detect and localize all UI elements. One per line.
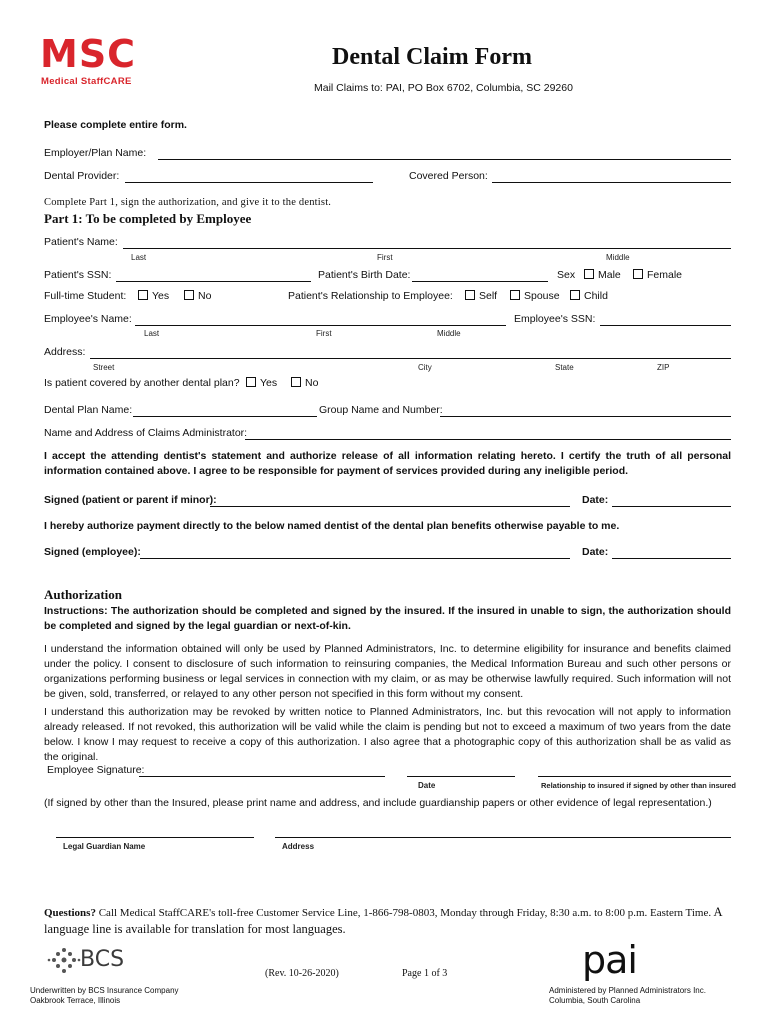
- covered-person-field[interactable]: [492, 182, 731, 183]
- relationship-label: Patient's Relationship to Employee:: [288, 290, 453, 302]
- employee-name-field[interactable]: [135, 325, 506, 326]
- male-label: Male: [598, 269, 621, 281]
- employee-signature-field[interactable]: [139, 776, 385, 777]
- guardianship-note: (If signed by other than the Insured, please print name and address, and include guardianship papers or other evidence of legal representation.): [44, 797, 712, 809]
- self-checkbox[interactable]: [465, 290, 475, 300]
- language-text: A language line is available for translation for most languages.: [44, 905, 722, 936]
- pai-logo: pai: [582, 938, 637, 982]
- guardian-address-sublabel: Address: [282, 842, 315, 851]
- guardian-name-sublabel: Legal Guardian Name: [63, 842, 146, 851]
- birth-date-field[interactable]: [412, 281, 548, 282]
- guardian-name-field[interactable]: [56, 837, 254, 838]
- msc-logo: MSC: [40, 32, 137, 76]
- birth-date-label: Patient's Birth Date:: [318, 269, 411, 281]
- fulltime-student-label: Full-time Student:: [44, 290, 127, 302]
- patient-ssn-field[interactable]: [116, 281, 311, 282]
- address-field[interactable]: [90, 358, 731, 359]
- other-coverage-yes-checkbox[interactable]: [246, 377, 256, 387]
- claims-admin-label: Name and Address of Claims Administrator:: [44, 427, 248, 439]
- date-label-1: Date:: [582, 494, 609, 506]
- other-coverage-no-checkbox[interactable]: [291, 377, 301, 387]
- plan-name-label: Dental Plan Name:: [44, 404, 133, 416]
- street-sublabel: Street: [93, 363, 115, 372]
- revision-date: (Rev. 10-26-2020): [265, 968, 339, 979]
- patient-name-field[interactable]: [123, 248, 731, 249]
- dental-provider-label: Dental Provider:: [44, 170, 120, 182]
- other-coverage-label: Is patient covered by another dental plan?: [44, 377, 240, 389]
- authorization-paragraph-2: I understand this authorization may be revoked by written notice to Planned Administrators, Inc. but this revocation will not apply to information already released. If not revoked, this authorization will be valid while the claim is pending but not to exceed a maximum of two years from the date below. I know I may request to receive a copy of this authorization. I also agree that a photographic copy of this authorization shall be as valid as the original.: [44, 706, 731, 763]
- authorization-heading: Authorization: [44, 587, 122, 602]
- fulltime-yes-label: Yes: [152, 290, 170, 302]
- relationship-sublabel: Relationship to insured if signed by other than insured: [541, 781, 737, 790]
- acceptance-statement: I accept the attending dentist's statement and authorize release of all information relating hereto. I certify the truth of all personal information contained above. I agree to be responsible for payment of services provided during any ineligible period.: [44, 450, 731, 477]
- date-label-2: Date:: [582, 546, 609, 558]
- authorization-paragraph-1: I understand the information obtained will only be used by Planned Administrators, Inc. to determine eligibility for insurance and benefits claimed under the policy. I consent to disclosure of such information to reinsuring companies, the Medical Information Bureau and such other persons or organizations performing business or legal services in connection with my claim, or as may be otherwise lawfully required. Such information will not be given, sold, transferred, or relayed to any other person not specified in this form without my consent.: [44, 643, 731, 700]
- fulltime-no-label: No: [198, 290, 212, 302]
- female-checkbox[interactable]: [633, 269, 643, 279]
- self-label: Self: [479, 290, 498, 302]
- relationship-to-insured-field[interactable]: [538, 776, 731, 777]
- covered-person-label: Covered Person:: [409, 170, 488, 182]
- fulltime-yes-checkbox[interactable]: [138, 290, 148, 300]
- date-field-1[interactable]: [612, 506, 731, 507]
- patient-name-label: Patient's Name:: [44, 236, 118, 248]
- patient-last-sublabel: Last: [131, 253, 147, 262]
- mail-to-address: Mail Claims to: PAI, PO Box 6702, Columbia, SC 29260: [314, 82, 573, 94]
- sex-label: Sex: [557, 269, 576, 281]
- underwritten-line-2: Oakbrook Terrace, Illinois: [30, 996, 121, 1005]
- group-label: Group Name and Number:: [319, 404, 443, 416]
- employee-name-label: Employee's Name:: [44, 313, 132, 325]
- complete-form-note: Please complete entire form.: [44, 119, 187, 131]
- address-label: Address:: [44, 346, 86, 358]
- page-title: Dental Claim Form: [332, 44, 532, 70]
- fulltime-no-checkbox[interactable]: [184, 290, 194, 300]
- questions-text: Call Medical StaffCARE's toll-free Customer Service Line, 1-866-798-0803, Monday through Friday, 8:30 a.m. to 8:00 p.m. Eastern Time.: [95, 907, 712, 919]
- bcs-logo-text: BCS: [80, 947, 125, 972]
- questions-bold: Questions?: [44, 907, 96, 919]
- dental-provider-field[interactable]: [125, 182, 373, 183]
- male-checkbox[interactable]: [584, 269, 594, 279]
- date-field-2[interactable]: [612, 558, 731, 559]
- authorization-instructions: Instructions: The authorization should be completed and signed by the insured. If the insured in unable to sign, the authorization should be completed and signed by the legal guardian or next-of-kin.: [44, 605, 731, 632]
- signed-patient-label: Signed (patient or parent if minor):: [44, 494, 217, 506]
- patient-first-sublabel: First: [377, 253, 393, 262]
- plan-name-field[interactable]: [133, 416, 317, 417]
- bcs-logo-mark: [44, 946, 84, 976]
- child-label: Child: [584, 290, 608, 302]
- administered-line-1: Administered by Planned Administrators Inc.: [549, 986, 706, 995]
- state-sublabel: State: [555, 363, 574, 372]
- claims-admin-field[interactable]: [245, 439, 731, 440]
- city-sublabel: City: [418, 363, 432, 372]
- employee-middle-sublabel: Middle: [437, 329, 461, 338]
- other-coverage-yes-label: Yes: [260, 377, 278, 389]
- employee-ssn-label: Employee's SSN:: [514, 313, 596, 325]
- page-number: Page 1 of 3: [402, 968, 448, 979]
- signed-employee-field[interactable]: [140, 558, 570, 559]
- patient-middle-sublabel: Middle: [606, 253, 630, 262]
- other-coverage-no-label: No: [305, 377, 319, 389]
- signed-employee-label: Signed (employee):: [44, 546, 141, 558]
- zip-sublabel: ZIP: [657, 363, 670, 372]
- employer-field[interactable]: [158, 159, 731, 160]
- instruction-text: Complete Part 1, sign the authorization, and give it to the dentist.: [44, 197, 332, 208]
- spouse-checkbox[interactable]: [510, 290, 520, 300]
- signature-date-field[interactable]: [407, 776, 515, 777]
- employer-label: Employer/Plan Name:: [44, 147, 147, 159]
- employee-first-sublabel: First: [316, 329, 332, 338]
- administered-line-2: Columbia, South Carolina: [549, 996, 641, 1005]
- date-sublabel: Date: [418, 781, 436, 790]
- payment-statement: I hereby authorize payment directly to the below named dentist of the dental plan benefits otherwise payable to me.: [44, 520, 620, 532]
- underwritten-line-1: Underwritten by BCS Insurance Company: [30, 986, 179, 995]
- employee-ssn-field[interactable]: [600, 325, 731, 326]
- msc-logo-subtitle: Medical StaffCARE: [41, 76, 132, 87]
- part1-heading: Part 1: To be completed by Employee: [44, 211, 252, 226]
- patient-ssn-label: Patient's SSN:: [44, 269, 112, 281]
- guardian-address-field[interactable]: [275, 837, 731, 838]
- group-field[interactable]: [440, 416, 731, 417]
- signed-patient-field[interactable]: [210, 506, 570, 507]
- child-checkbox[interactable]: [570, 290, 580, 300]
- spouse-label: Spouse: [524, 290, 560, 302]
- female-label: Female: [647, 269, 683, 281]
- employee-signature-label: Employee Signature:: [47, 764, 145, 776]
- employee-last-sublabel: Last: [144, 329, 160, 338]
- questions-block: [44, 904, 734, 938]
